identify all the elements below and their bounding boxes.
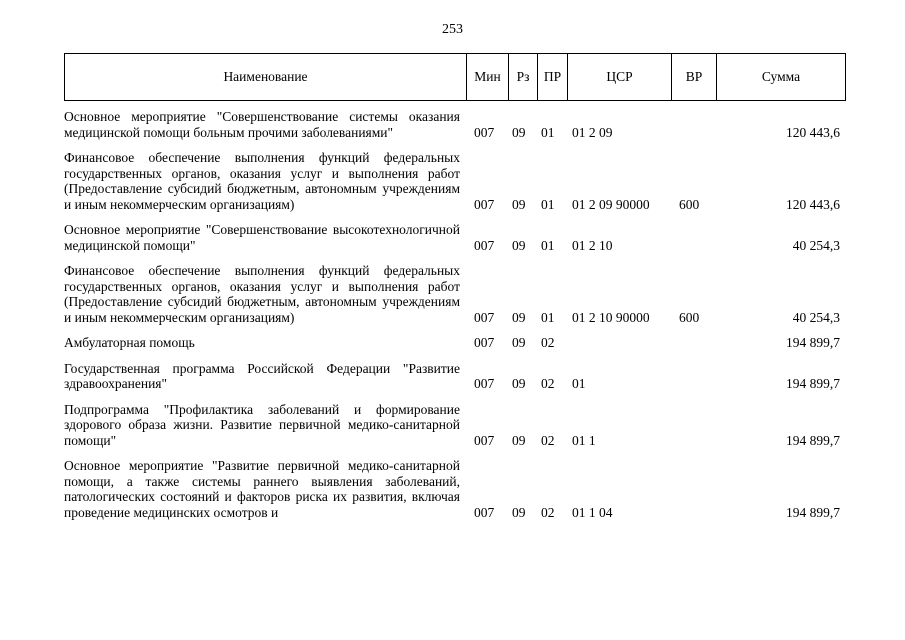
row-min: 007 [474,376,495,391]
row-pr: 02 [541,432,555,448]
row-rz: 09 [512,432,526,448]
table-row [64,335,846,351]
row-pr: 02 [541,504,555,520]
header-vr: ВР [672,54,717,100]
row-rz: 09 [512,196,526,212]
row-min: 007 [474,237,495,253]
row-vr: 600 [679,309,700,325]
table-header [64,53,846,101]
row-min: 007 [474,335,495,350]
row-min: 007 [474,309,495,325]
table-row [64,458,846,520]
table-row [64,150,846,212]
row-csr: 01 2 10 90000 [572,309,650,325]
table-row [64,263,846,325]
row-csr: 01 1 [572,432,596,448]
header-name: Наименование [65,54,467,100]
header-pr: ПР [538,54,568,100]
row-rz: 09 [512,376,526,391]
row-min: 007 [474,432,495,448]
row-sum: 194 899,7 [786,335,840,350]
row-rz: 09 [512,504,526,520]
row-sum: 120 443,6 [786,124,840,140]
row-min: 007 [474,124,495,140]
row-pr: 02 [541,335,555,350]
row-sum: 194 899,7 [786,376,840,391]
header-rz: Рз [509,54,538,100]
row-rz: 09 [512,335,526,350]
table-row [64,222,846,253]
row-csr: 01 2 10 [572,237,613,253]
row-pr: 01 [541,124,555,140]
header-min: Мин [467,54,509,100]
row-csr: 01 2 09 90000 [572,196,650,212]
table-row [64,402,846,449]
row-rz: 09 [512,309,526,325]
row-sum: 194 899,7 [786,432,840,448]
table-row [64,109,846,140]
row-pr: 01 [541,237,555,253]
row-rz: 09 [512,237,526,253]
row-name: Основное мероприятие "Совершенствование системы оказания медицинской помощи больным прочими заболеваниями" [64,109,460,140]
row-sum: 40 254,3 [792,309,840,325]
row-sum: 194 899,7 [786,504,840,520]
row-name: Основное мероприятие "Развитие первичной медико-санитарной помощи, а также системы раннего выявления заболеваний, патологических состояний и факторов риска их развития, включая проведение медицинских осмотров и [64,458,460,520]
row-name: Основное мероприятие "Совершенствование высокотехнологичной медицинской помощи" [64,222,460,253]
header-sum: Сумма [761,69,801,84]
row-pr: 01 [541,196,555,212]
table-row [64,361,846,392]
row-name: Государственная программа Российской Федерации "Развитие здравоохранения" [64,360,460,391]
row-name: Амбулаторная помощь [64,335,195,350]
row-pr: 01 [541,309,555,325]
row-rz: 09 [512,124,526,140]
table-body [64,109,846,530]
row-name: Финансовое обеспечение выполнения функций федеральных государственных органов, оказания услуг и выполнения работ (Предоставление субсидий бюджетным, автономным учреждениям и иным некоммерческим организациям) [64,150,460,212]
page-number: 253 [442,22,463,37]
row-min: 007 [474,196,495,212]
row-sum: 40 254,3 [792,237,840,253]
row-name: Подпрограмма "Профилактика заболеваний и формирование здорового образа жизни. Развитие первичной медико-санитарной помощи" [64,401,460,448]
row-name: Финансовое обеспечение выполнения функций федеральных государственных органов, оказания услуг и выполнения работ (Предоставление субсидий бюджетным, автономным учреждениям и иным некоммерческим организациям) [64,263,460,325]
row-min: 007 [474,504,495,520]
row-csr: 01 [572,376,586,391]
row-vr: 600 [679,196,700,212]
row-csr: 01 2 09 [572,124,613,140]
row-csr: 01 1 04 [572,504,613,520]
row-pr: 02 [541,376,555,391]
header-csr: ЦСР [568,54,672,100]
row-sum: 120 443,6 [786,196,840,212]
